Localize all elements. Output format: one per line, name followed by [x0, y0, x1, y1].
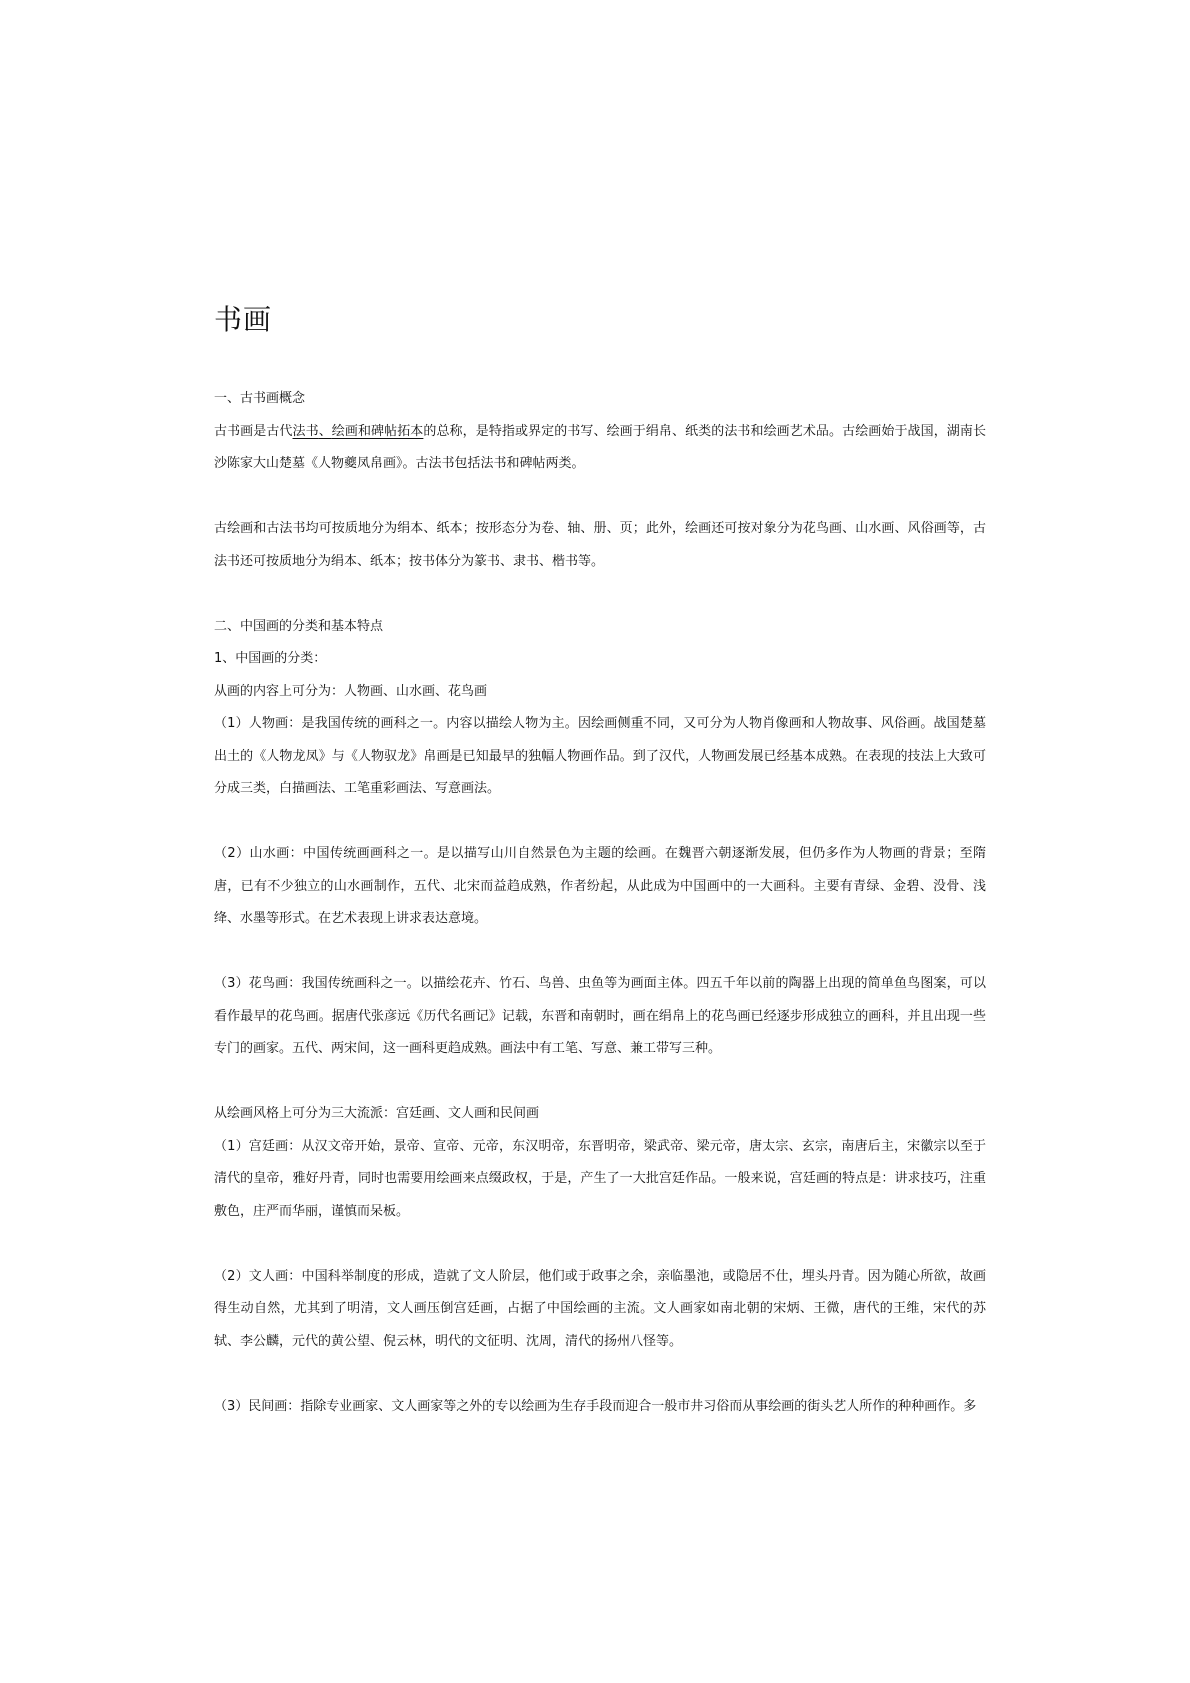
link-fashu[interactable]: 法书: [292, 423, 319, 439]
content-classification-intro: 从画的内容上可分为：人物画、山水画、花鸟画: [214, 683, 488, 699]
spacer: [214, 578, 986, 611]
section1-paragraph-2: 古绘画和古法书均可按质地分为绢本、纸本；按形态分为卷、轴、册、页；此外，绘画还可按对象分为花鸟画、山水画、风俗画等，古法书还可按质地分为绢本、纸本；按书体分为篆书、隶书、楷书等。: [214, 521, 986, 569]
section2-subheading: 1、中国画的分类：: [214, 651, 327, 666]
spacer: [214, 936, 986, 969]
spacer: [214, 806, 986, 839]
figure-painting-paragraph: （1）人物画：是我国传统的画科之一。内容以描绘人物为主。因绘画侧重不同，又可分为人物肖像画和人物故事、风俗画。战国楚墓出土的《人物龙凤》与《人物驭龙》帛画是已知最早的独幅人物画作品。到了汉代，人物画发展已经基本成熟。在表现的技法上大致可分成三类，白描画法、工笔重彩画法、写意画法。: [214, 716, 986, 796]
spacer: [214, 1358, 986, 1391]
spacer: [214, 1228, 986, 1261]
spacer: [214, 481, 986, 514]
link-huihua-beitie[interactable]: 绘画和碑帖拓本: [331, 423, 424, 439]
spacer: [214, 1066, 986, 1099]
folk-painting-paragraph: （3）民间画：指除专业画家、文人画家等之外的专以绘画为生存手段而迎合一般市井习俗而从事绘画的街头艺人所作的种种画作。多: [214, 1398, 977, 1414]
section2-heading: 二、中国画的分类和基本特点: [214, 618, 384, 634]
literati-painting-paragraph: （2）文人画：中国科举制度的形成，造就了文人阶层，他们或于政事之余，亲临墨池，或隐居不仕，埋头丹青。因为随心所欲，故画得生动自然，尤其到了明清，文人画压倒宫廷画，占据了中国绘画的主流。文人画家如南北朝的宋炳、王微，唐代的王维，宋代的苏轼、李公麟，元代的黄公望、倪云林，明代的文征明、沈周，清代的扬州八怪等。: [214, 1268, 986, 1349]
document-title: 书画: [214, 303, 273, 336]
bird-flower-painting-paragraph: （3）花鸟画：我国传统画科之一。以描绘花卉、竹石、鸟兽、虫鱼等为画面主体。四五千年以前的陶器上出现的简单鱼鸟图案，可以看作最早的花鸟画。据唐代张彦远《历代名画记》记载，东晋和南朝时，画在绢帛上的花鸟画已经逐步形成独立的画科，并且出现一些专门的画家。五代、两宋间，这一画科更趋成熟。画法中有工笔、写意、兼工带写三种。: [214, 976, 986, 1056]
text-run: 、: [318, 423, 332, 439]
court-painting-paragraph: （1）宫廷画：从汉文帝开始，景帝、宣帝、元帝，东汉明帝，东晋明帝，梁武帝、梁元帝，唐太宗、玄宗，南唐后主，宋徽宗以至于清代的皇帝，雅好丹青，同时也需要用绘画来点缀政权，于是，产生了一大批宫廷作品。一般来说，宫廷画的特点是：讲求技巧，注重敷色，庄严而华丽，谨慎而呆板。: [214, 1138, 986, 1219]
section1-heading: 一、古书画概念: [214, 391, 306, 406]
text-run: 的总称，是特指或界定的书写、绘画于绢帛、纸类的法书和绘画艺术品。古绘画始于战国，湖南长沙陈家大山楚墓《人物夔凤帛画》。古法书包括法书和碑帖两类。: [214, 423, 986, 471]
section1-paragraph-1: [214, 416, 986, 481]
landscape-painting-paragraph: （2）山水画：中国传统画画科之一。是以描写山川自然景色为主题的绘画。在魏晋六朝逐渐发展，但仍多作为人物画的背景；至隋唐，已有不少独立的山水画制作，五代、北宋而益趋成熟，作者纷起，从此成为中国画中的一大画科。主要有青绿、金碧、没骨、浅绛、水墨等形式。在艺术表现上讲求表达意境。: [214, 846, 986, 926]
text-run: 古书画是古代: [214, 423, 293, 439]
page-content: [214, 300, 986, 1423]
style-classification-intro: 从绘画风格上可分为三大流派：宫廷画、文人画和民间画: [214, 1106, 540, 1121]
